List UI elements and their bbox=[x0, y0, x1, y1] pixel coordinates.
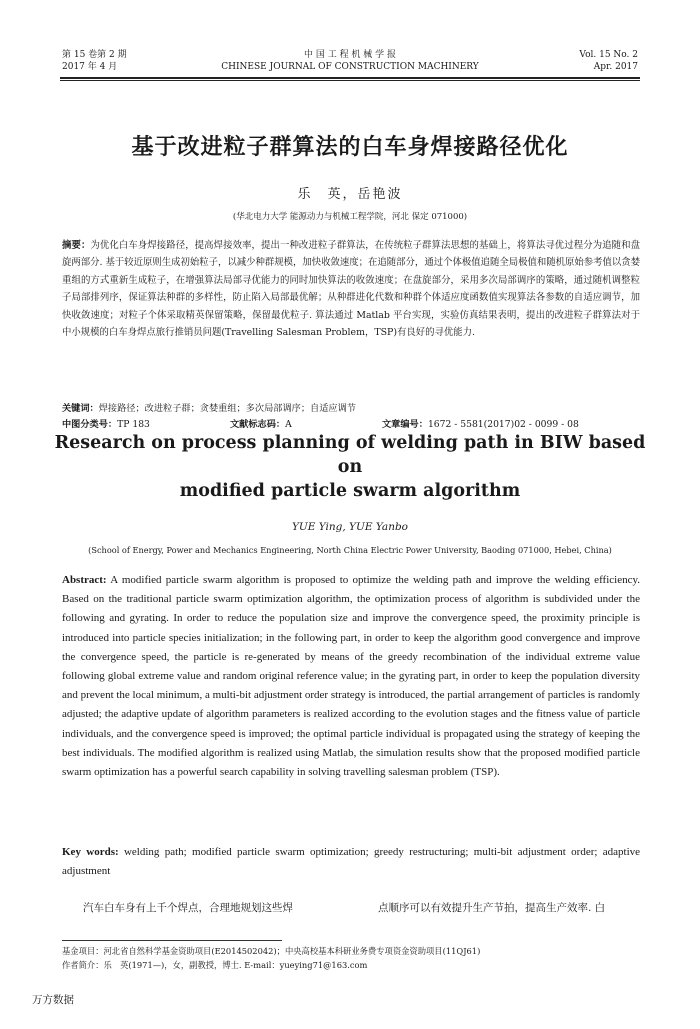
keywords-text-cn: 焊接路径；改进粒子群；贪婪重组；多次局部调序；自适应调节 bbox=[98, 403, 356, 414]
affiliation-en: (School of Energy, Power and Mechanics Engineering, North China Electric Power University, Baoding 071000, Hebei, China) bbox=[88, 545, 612, 555]
keywords-en bbox=[62, 843, 640, 881]
abstract-label-en: Abstract: bbox=[62, 574, 107, 586]
header-rule-top bbox=[60, 77, 640, 79]
header-rule-bottom bbox=[60, 80, 640, 81]
abstract-en bbox=[62, 571, 640, 782]
clc-value: TP 183 bbox=[117, 419, 150, 430]
affiliation-cn: (华北电力大学 能源动力与机械工程学院，河北 保定 071000) bbox=[232, 212, 468, 222]
footnote-fund: 基金项目：河北省自然科学基金资助项目(E2014502042)；中央高校基本科研业务费专项资金资助项目(11QJ61) bbox=[62, 946, 481, 956]
abstract-label-cn: 摘要： bbox=[62, 240, 91, 251]
authors-cn: 乐 英，岳艳波 bbox=[297, 187, 403, 202]
journal-issue-en bbox=[579, 49, 638, 73]
paper-title-en-line1: Research on process planning of welding path in BIW based on bbox=[54, 433, 646, 477]
body-col2-line1: 点顺序可以有效提升生产节拍，提高生产效率. 白 bbox=[378, 902, 606, 914]
doc-code-value: A bbox=[285, 419, 292, 430]
paper-title-cn: 基于改进粒子群算法的白车身焊接路径优化 bbox=[131, 135, 569, 160]
journal-name-en: CHINESE JOURNAL OF CONSTRUCTION MACHINERY bbox=[221, 62, 479, 72]
classification-line bbox=[62, 418, 640, 432]
abstract-text-cn: 为优化白车身焊接路径，提高焊接效率，提出一种改进粒子群算法，在传统粒子群算法思想的基础上，将算法寻优过程分为追随和盘旋两部分. 基于较近原则生成初始粒子，以减少种群规模，加快收敛速度；在追随部分，通过个体极值追随全局极值和随机原始参考值以贪婪重组的方式重新生成粒子，在增强算法局部寻优能力的同时加快算法的收敛速度；在盘旋部分，采用多次局部调序的策略，通过随机调整粒子局部排列序，保证算法种群的多样性，防止陷入局部最优解；从种群进化代数和种群个体适应度函数值实现算法各参数的自适应调节，加快收敛速度；对粒子个体采取精英保留策略，保留最优粒子. 算法通过 Matlab 平台实现，实验仿真结果表明，提出的改进粒子群算法对于中小规模的白车身焊点旅行推销员问题(Travelling Salesman Problem，TSP)有良好的寻优能力. bbox=[62, 240, 640, 339]
volume-issue-en: Vol. 15 No. 2 bbox=[579, 50, 638, 60]
paper-title-en bbox=[40, 431, 660, 503]
date-en: Apr. 2017 bbox=[593, 62, 638, 72]
doc-code-label: 文献标志码： bbox=[230, 419, 286, 430]
clc-label: 中图分类号： bbox=[62, 419, 118, 430]
volume-issue-cn: 第 15 卷第 2 期 bbox=[62, 50, 127, 60]
paper-title-en-line2: modified particle swarm algorithm bbox=[179, 481, 521, 501]
keywords-label-cn: 关键词： bbox=[62, 403, 99, 414]
watermark-footer: 万方数据 bbox=[32, 994, 74, 1006]
authors-en: YUE Ying, YUE Yanbo bbox=[291, 521, 408, 533]
keywords-text-en: welding path; modified particle swarm optimization; greedy restructuring; multi-bit adjustment order; adaptive adjustment bbox=[62, 846, 641, 878]
date-cn: 2017 年 4 月 bbox=[62, 62, 118, 72]
abstract-text-en: A modified particle swarm algorithm is proposed to optimize the welding path and improve the welding efficiency. Based on the traditional particle swarm optimization algorithm, the optimization process of algorithm is subdivided under the following and gyrating. In order to reduce the population size and improve the convergence speed, the proximity principle is introduced into particle species initialization; in the following part, in order to keep the algorithm good convergence and improve the convergence speed, the particle is re-generated by means of the greedy recombination of the individual extreme value following global extreme value and random original reference value; in the gyrating part, in order to keep the population diversity and prevent the local minimum, a multi-bit adjustment order strategy is introduced, the partial arrangement of particles is randomly adjusted; the adaptive update of algorithm parameters is realized according to the evolution stages and the fitness value of particle individuals, and the convergence speed is improved; the optimal particle individual is propagated using the strategy of keeping the best individuals. The modified algorithm is realized using Matlab, the simulation results show that the proposed modified particle swarm optimization has a powerful search capability in solving travelling salesman problem (TSP). bbox=[62, 574, 640, 779]
article-no-label: 文章编号： bbox=[382, 419, 428, 430]
body-col1-line1: 汽车白车身有上千个焊点，合理地规划这些焊 bbox=[83, 902, 293, 914]
abstract-cn bbox=[62, 237, 640, 341]
footnote-rule bbox=[62, 940, 282, 941]
keywords-cn bbox=[62, 402, 640, 416]
article-no-value: 1672 - 5581(2017)02 - 0099 - 08 bbox=[427, 419, 579, 430]
footnote-author: 作者简介：乐 英(1971—)，女，副教授，博士. E-mail：yueying71@163.com bbox=[62, 960, 368, 970]
keywords-label-en: Key words: bbox=[62, 846, 119, 858]
journal-name-cn: 中 国 工 程 机 械 学 报 bbox=[303, 50, 397, 60]
body-text-start bbox=[62, 900, 640, 916]
